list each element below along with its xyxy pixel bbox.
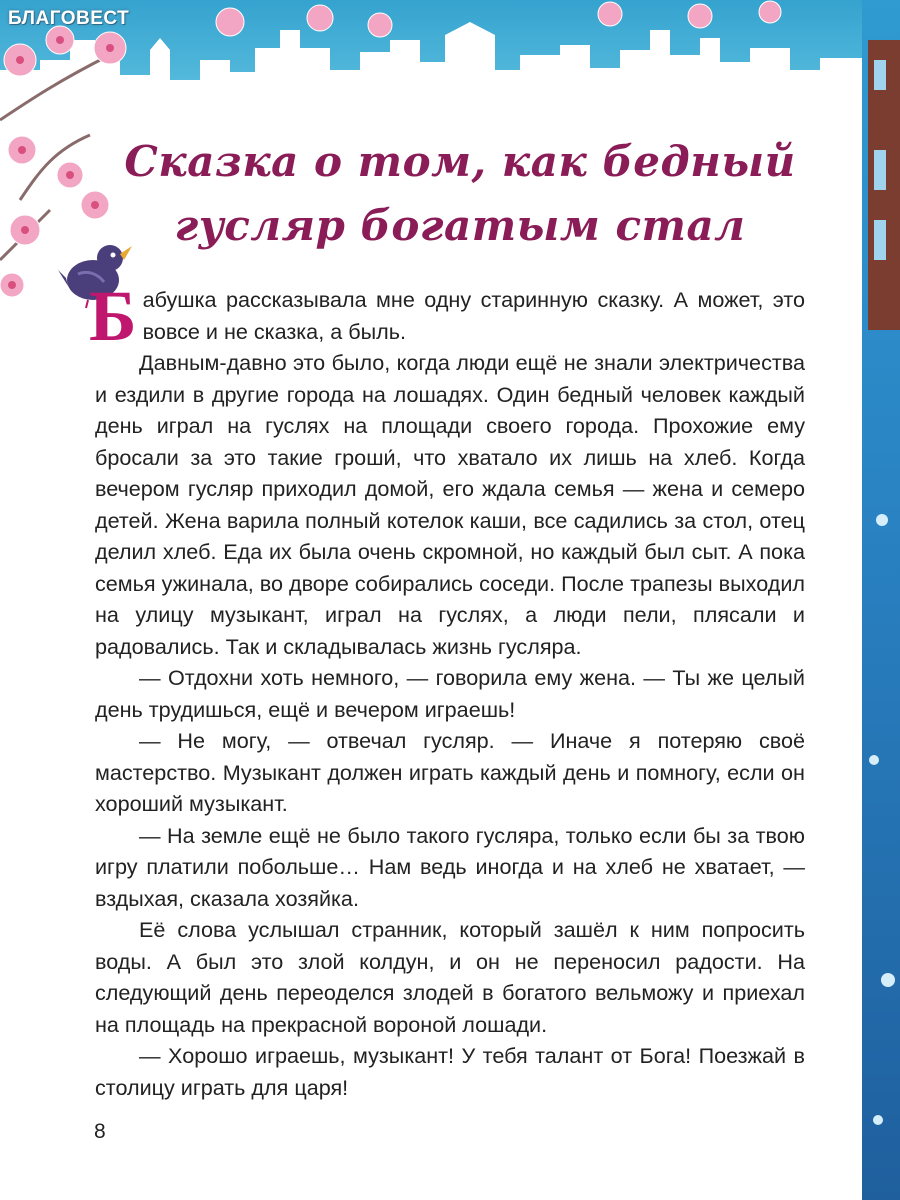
paragraph-text: абушка рассказывала мне одну старинную сказку. А может, это вовсе и не сказка, а быль. <box>142 287 805 344</box>
paragraph: Её слова услышал странник, который зашёл к ним попросить воды. А был это злой колдун, и он не переносил радости. На следующий день переоделся злодей в богатого вельможу и приехал на площадь на прекрасной вороной лошади. <box>95 917 805 1037</box>
paragraph: — Не могу, — отвечал гусляр. — Иначе я потеряю своё мастерство. Музыкант должен играть каждый день и помногу, если он хороший музыкант. <box>95 728 805 816</box>
cherry-blossom-icon <box>200 0 420 50</box>
building-icon <box>862 0 900 1200</box>
page-number: 8 <box>94 1120 106 1143</box>
story-text <box>89 276 805 1103</box>
paragraph: Давным-давно это было, когда люди ещё не знали электричества и ездили в другие города на лошадях. Один бедный человек каждый день играл на гуслях на площади своего города. Прохожие ему бросали за это такие гроши́, что хватало их лишь на хлеб. Когда вечером гусляр приходил домой, его ждала семья — жена и семеро детей. Жена варила полный котелок каши, все садились за стол, отец делил хлеб. Еда их была очень скромной, но каждый был сыт. А пока семья ужинала, во дворе собирались соседи. После трапезы выходил на улицу музыкант, играл на гуслях, а люди пели, плясали и радовались. Так и складывалась жизнь гусляра. <box>95 350 805 659</box>
paragraph: — Хорошо играешь, музыкант! У тебя талант от Бога! Поезжай в столицу играть для царя! <box>95 1043 805 1100</box>
paragraph: — Отдохни хоть немного, — говорила ему жена. — Ты же целый день трудишься, ещё и вечером играешь! <box>95 665 805 722</box>
title-line-2: гусляр богатым стал <box>174 201 746 250</box>
dropcap: Б <box>89 276 137 356</box>
watermark: БЛАГОВЕСТ <box>8 8 130 29</box>
title-line-1: Сказка о том, как бедный <box>124 137 796 186</box>
story-title <box>110 130 810 258</box>
cherry-blossom-icon <box>590 0 810 40</box>
paragraph: — На земле ещё не было такого гусляра, только если бы за твою игру платили побольше… Нам ведь иногда и на хлеб не хватает, — вздыхая, сказала хозяйка. <box>95 822 805 911</box>
paragraph <box>89 276 805 356</box>
